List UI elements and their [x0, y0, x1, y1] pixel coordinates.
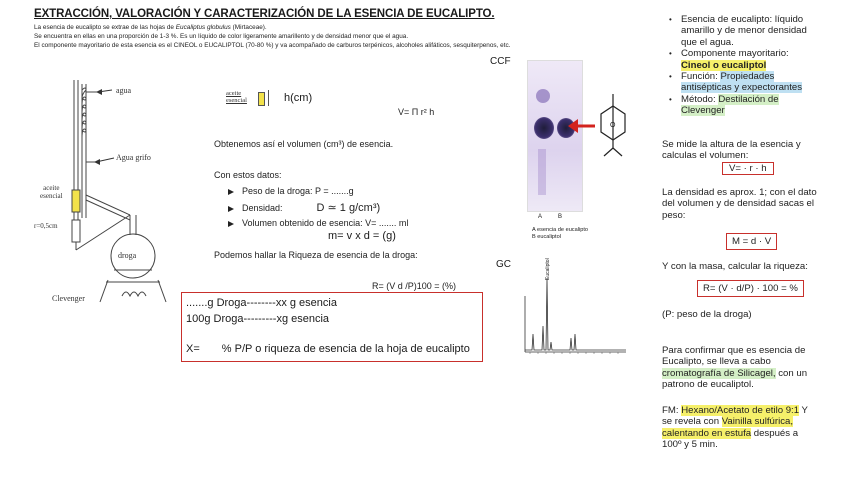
arrow-bullet-icon [228, 189, 234, 195]
gc-chromatogram [522, 256, 630, 360]
eucalyptol-structure-icon [596, 92, 630, 162]
con-datos: Con estos datos: [214, 170, 282, 180]
formula-mass: M = d · V [726, 233, 777, 250]
box-line-3: X= % P/P o riqueza de esencia de la hoja de eucalipto [186, 343, 470, 355]
intro-line-2: Se encuentra en ellas en una proporción de 1-3 %. Es un líquido de color ligeramente amarillento y de densidad menor que el agua. [34, 33, 409, 40]
riqueza-box [181, 292, 483, 362]
label-droga: droga [118, 251, 137, 260]
label-aceite-esencial: aceite esencial [40, 184, 63, 200]
formula-riqueza: R= (V · d/P) · 100 = % [697, 280, 804, 297]
riqueza-formula: R= (V d /P)100 = (%) [372, 281, 457, 291]
peso-item: Peso de la droga: P = .......g [228, 186, 354, 196]
label-agua: agua [116, 86, 132, 95]
volume-text: Obtenemos así el volumen (cm³) de esencia. [214, 139, 394, 149]
svg-text:O: O [610, 122, 616, 129]
spot-a [534, 117, 554, 139]
intro-line-3: El componente mayoritario de esta esencia es el CINEOL o EUCALIPTOL (70-80 %) y va acompañado de carburos terpénicos, alcoholes alifáticos, sesquiterpenos, etc. [34, 42, 511, 49]
lane-a: A [538, 214, 543, 220]
summary-list [666, 14, 822, 117]
spot-a-upper [536, 89, 550, 103]
label-clevenger: Clevenger [52, 294, 85, 303]
label-radius: r=0,5cm [34, 222, 58, 230]
lane-b: B [558, 214, 563, 220]
arrow-bullet-icon [228, 206, 234, 212]
box-line-2: 100g Droga---------xg esencia [186, 313, 330, 325]
box-line-1: .......g Droga--------xx g esencia [186, 297, 337, 309]
height-label: h(cm) [284, 92, 313, 104]
arrow-bullet-icon [228, 221, 234, 227]
paragraph-densidad: La densidad es aprox. 1; con el dato del volumen y de densidad sacas el peso: [662, 187, 817, 221]
page-title: EXTRACCIÓN, VALORACIÓN Y CARACTERIZACIÓN DE LA ESENCIA DE EUCALIPTO. [34, 8, 495, 20]
ccf-caption: A esencia de eucalipto B eucaliptol [532, 227, 588, 240]
volume-formula: V= Π r² h [398, 107, 435, 117]
paragraph-altura: Se mide la altura de la esencia y calculas el volumen: [662, 139, 801, 162]
label-agua-grifo: Agua grifo [116, 153, 151, 162]
formula-volume: V= · r · h [722, 162, 774, 175]
tube-sample [258, 92, 265, 106]
right-column [666, 14, 822, 117]
trail-a [538, 149, 546, 195]
summary-item-componente: • Componente mayoritario: Cineol o eucaliptol [666, 48, 822, 71]
summary-item-esencia: • Esencia de eucalipto: líquido amarillo y de menor densidad que el agua. [666, 14, 822, 48]
riqueza-text: Podemos hallar la Riqueza de esencia de la droga: [214, 250, 418, 260]
summary-item-funcion: • Función: Propiedades antisépticas y expectorantes [666, 71, 822, 94]
summary-item-metodo: • Método: Destilación de Clevenger [666, 94, 822, 117]
ccf-label: CCF [490, 56, 511, 67]
densidad-item: Densidad: D ≃ 1 g/cm³) [228, 201, 380, 214]
tube-label: aceite esencial [226, 90, 247, 104]
paragraph-fase-movil: FM: Hexano/Acetato de etilo 9:1 Y se revela con Vainilla sulfúrica, calentando en estufa después a 100º y 5 min. [662, 405, 808, 451]
volumen-item: Volumen obtenido de esencia: V= ....... ml [228, 218, 408, 228]
masa-formula: m= v x d = (g) [328, 230, 396, 242]
height-marker [268, 90, 269, 106]
tlc-plate [527, 60, 583, 212]
gc-peak-label: Eucaliptol [545, 258, 551, 280]
paragraph-peso: (P: peso de la droga) [662, 309, 752, 320]
paragraph-cromatografia: Para confirmar que es esencia de Eucalipto, se lleva a cabo cromatografía de Silicagel, con un patrono de eucaliptol. [662, 345, 808, 391]
gc-label: GC [496, 259, 511, 270]
paragraph-masa: Y con la masa, calcular la riqueza: [662, 261, 808, 272]
intro-line-1: La esencia de eucalipto se extrae de las hojas de Eucaliptus globulus (Mirtaceae). [34, 24, 267, 31]
red-arrow-icon [568, 118, 596, 134]
